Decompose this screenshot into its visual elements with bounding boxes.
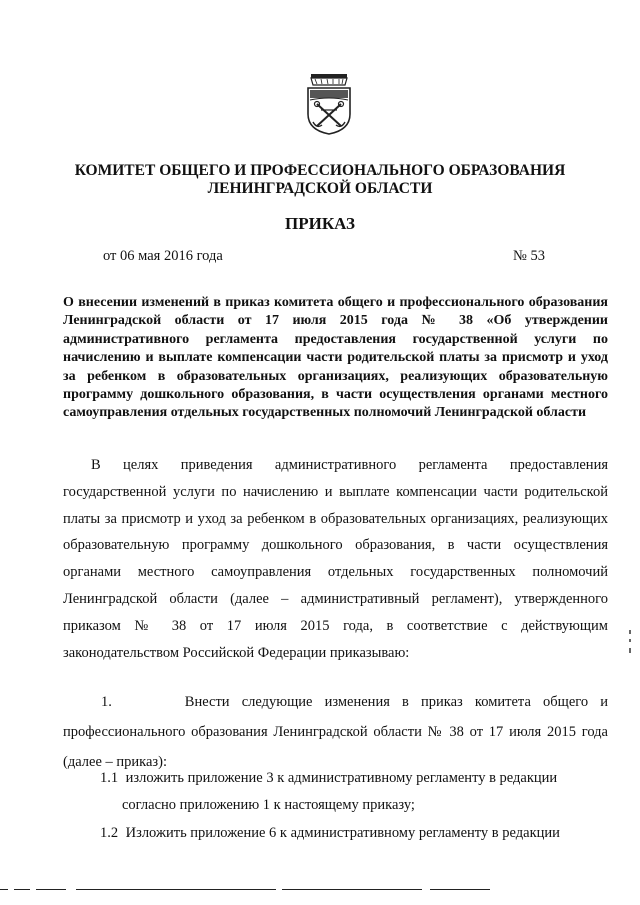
scan-edge-line — [0, 889, 8, 890]
scan-edge-line — [36, 889, 66, 890]
subitem-1-1-line1: изложить приложение 3 к административному регламенту в редакции — [125, 770, 558, 786]
scan-edge-line — [430, 889, 490, 890]
subitem-1-1 — [100, 765, 608, 819]
scan-edge-line — [282, 889, 422, 890]
organization-name-line2: ЛЕНИНГРАДСКОЙ ОБЛАСТИ — [207, 180, 433, 197]
document-date: от 06 мая 2016 года — [103, 248, 223, 264]
margin-mark — [629, 630, 631, 656]
organization-name — [60, 162, 580, 198]
subitem-1-1-line2: согласно приложению 1 к настоящему приказу; — [122, 797, 415, 813]
scan-edge-line — [14, 889, 30, 890]
subitem-1-2 — [100, 820, 608, 847]
item-1 — [63, 687, 608, 777]
subitem-1-2-line1: Изложить приложение 6 к административному регламенту в редакции — [125, 825, 560, 841]
document-number: № 53 — [513, 248, 545, 264]
subitem-1-1-number: 1.1 — [100, 770, 119, 786]
item-1-text: Внести следующие изменения в приказ комитета общего и профессионального образования Ленинградской области № 38 от 17 июля 2015 года (далее – приказ): — [63, 694, 609, 770]
coat-of-arms-icon — [303, 72, 355, 136]
preamble-paragraph: В целях приведения административного регламента предоставления государственной услуги по начислению и выплате компенсации части родительской платы за присмотр и уход за ребенком в образовательных организациях, реализующих образовательную программу дошкольного образования, в части осуществления органами местного самоуправления отдельных государственных полномочий Ленинградской области (далее – административный регламент), утвержденного приказом № 38 от 17 июля 2015 года, в соответствие с действующим законодательством Российской Федерации приказываю: — [63, 457, 608, 661]
scan-edge-line — [76, 889, 276, 890]
item-1-number: 1. — [101, 694, 112, 710]
order-subject: О внесении изменений в приказ комитета общего и профессионального образования Ленинградской области от 17 июля 2015 года № 38 «Об утверждении административного регламента предоставления государственной услуги по начислению и выплате компенсации части родительской платы за присмотр и уход за ребенком в образовательных организациях, реализующих образовательную программу дошкольного образования, в части осуществления органами местного самоуправления отдельных государственных полномочий Ленинградской области — [63, 295, 608, 421]
document-type: ПРИКАЗ — [285, 214, 355, 233]
organization-name-line1: КОМИТЕТ ОБЩЕГО И ПРОФЕССИОНАЛЬНОГО ОБРАЗОВАНИЯ — [74, 162, 566, 179]
subitem-1-2-number: 1.2 — [100, 825, 119, 841]
